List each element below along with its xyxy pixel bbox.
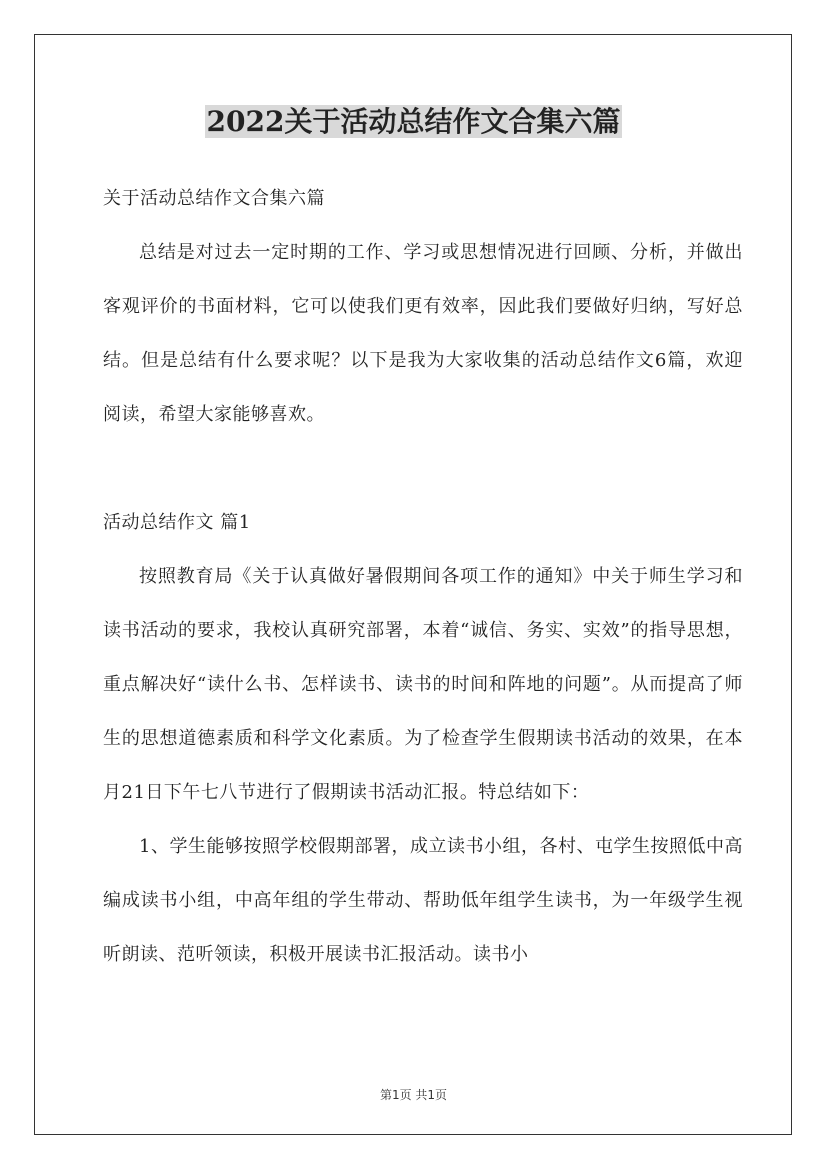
body-paragraph-1: 按照教育局《关于认真做好暑假期间各项工作的通知》中关于师生学习和读书活动的要求，我校认真研究部署，本着“诚信、务实、实效”的指导思想，重点解决好“读什么书、怎样读书、读书的时间和阵地的问题”。从而提高了师生的思想道德素质和科学文化素质。为了检查学生假期读书活动的效果，在本月21日下午七八节进行了假期读书活动汇报。特总结如下：	[103, 566, 743, 803]
document-title	[0, 102, 827, 142]
paragraph-gap	[103, 442, 743, 496]
section-heading: 活动总结作文 篇1	[103, 512, 251, 533]
page-footer: 第1页 共1页	[379, 1088, 448, 1102]
document-subtitle: 关于活动总结作文合集六篇	[103, 188, 325, 209]
document-body	[103, 172, 743, 982]
document-title-text: 2022关于活动总结作文合集六篇	[206, 105, 621, 138]
intro-paragraph: 总结是对过去一定时期的工作、学习或思想情况进行回顾、分析，并做出客观评价的书面材料，它可以使我们更有效率，因此我们要做好归纳，写好总结。但是总结有什么要求呢？以下是我为大家收集的活动总结作文6篇，欢迎阅读，希望大家能够喜欢。	[103, 242, 743, 425]
body-paragraph-2: 1、学生能够按照学校假期部署，成立读书小组，各村、屯学生按照低中高编成读书小组，中高年组的学生带动、帮助低年组学生读书，为一年级学生视听朗读、范听领读，积极开展读书汇报活动。读书小	[103, 836, 743, 965]
